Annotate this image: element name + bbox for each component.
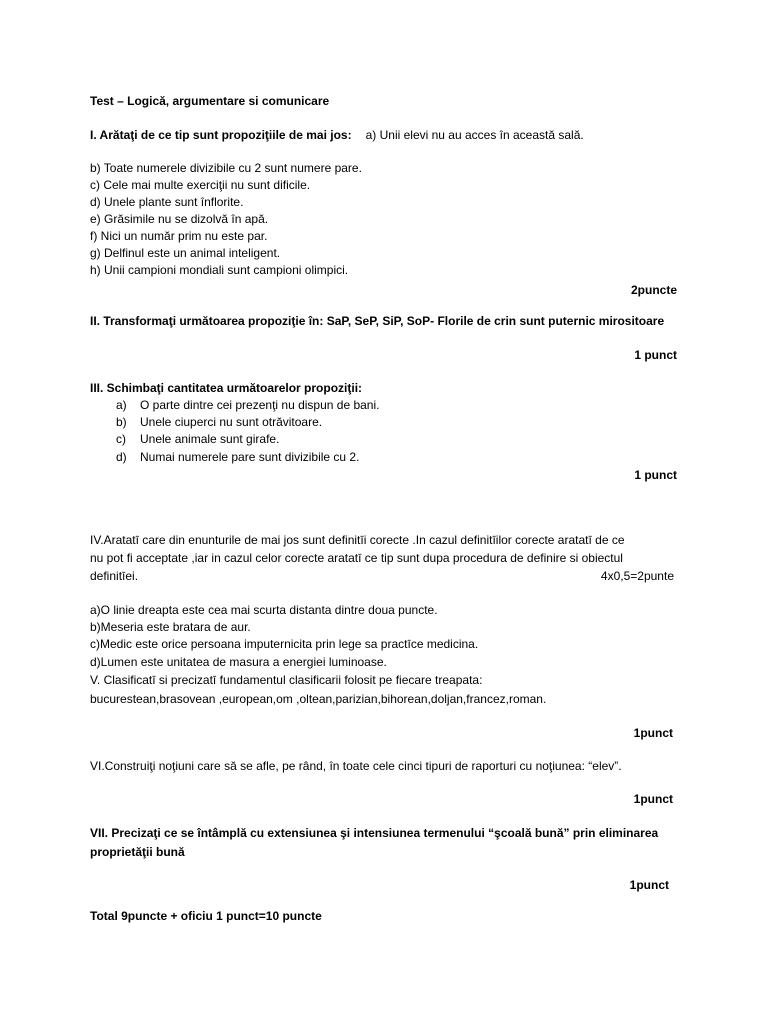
q3-item-label: c) xyxy=(116,432,126,446)
q3-item xyxy=(116,415,322,430)
q3-item xyxy=(116,398,379,413)
q1-item-d: d) Unele plante sunt înflorite. xyxy=(90,195,244,209)
q4-line-1: IV.Aratatī care din enunturile de mai jos sunt definitīi corecte .In cazul definitīilor corecte aratatī de ce xyxy=(90,533,625,547)
q7-line-1: VII. Precizaţi ce se întâmplă cu extensiunea şi intensiunea termenului “şcoală bună” prin eliminarea xyxy=(90,826,659,840)
q5-line-2: bucurestean,brasovean ,european,om ,oltean,parizian,bihorean,doljan,francez,roman. xyxy=(90,692,547,706)
q1-item-a: a) Unii elevi nu au acces în această sală. xyxy=(365,128,584,142)
q7-points: 1punct xyxy=(629,878,669,892)
q3-item xyxy=(116,450,359,465)
q4-item-d: d)Lumen este unitatea de masura a energiei luminoase. xyxy=(90,655,387,669)
q3-points: 1 punct xyxy=(634,468,677,482)
q1-item-b: b) Toate numerele divizibile cu 2 sunt numere pare. xyxy=(90,161,362,175)
q1-item-g: g) Delfinul este un animal inteligent. xyxy=(90,246,281,260)
q1-item-f: f) Nici un număr prim nu este par. xyxy=(90,229,268,243)
q1-item-h: h) Unii campioni mondiali sunt campioni olimpici. xyxy=(90,263,349,277)
total-score: Total 9puncte + oficiu 1 punct=10 puncte xyxy=(90,909,322,923)
q5-line-1: V. Clasificatī si precizatī fundamentul clasificarii folosit pe fiecare treapata: xyxy=(90,673,483,687)
q5-points: 1punct xyxy=(633,726,673,740)
page-title: Test – Logică, argumentare si comunicare xyxy=(90,94,330,108)
q6-text: VI.Construiţi noţiuni care să se afle, pe rând, în toate cele cinci tipuri de raporturi cu noţiunea: “elev”. xyxy=(90,759,622,773)
q4-line-3: definitīei. xyxy=(90,569,139,583)
q1-points: 2puncte xyxy=(630,283,677,297)
q3-item-text: Unele animale sunt girafe. xyxy=(140,432,280,446)
q3-item-label: a) xyxy=(116,398,127,412)
q4-item-a: a)O linie dreapta este cea mai scurta distanta dintre doua puncte. xyxy=(90,603,438,617)
q1-item-c: c) Cele mai multe exerciţii nu sunt dificile. xyxy=(90,178,311,192)
q3-item xyxy=(116,432,279,447)
q3-item-text: Numai numerele pare sunt divizibile cu 2. xyxy=(140,450,360,464)
q4-item-b: b)Meseria este bratara de aur. xyxy=(90,620,251,634)
q4-item-c: c)Medic este orice persoana imputernicita prin lege sa practīce medicina. xyxy=(90,637,479,651)
q1-item-e: e) Grăsimile nu se dizolvă în apă. xyxy=(90,212,269,226)
q3-item-text: O parte dintre cei prezenţi nu dispun de bani. xyxy=(140,398,380,412)
q3-item-label: b) xyxy=(116,415,127,429)
q2-points: 1 punct xyxy=(634,348,677,362)
q6-points: 1punct xyxy=(633,792,673,806)
q3-item-label: d) xyxy=(116,450,127,464)
q2-text: II. Transformaţi următoarea propoziţie în: SaP, SeP, SiP, SoP- Florile de crin sunt puternic mirositoare xyxy=(90,314,665,328)
q4-line-2: nu pot fi acceptate ,iar in cazul celor corecte aratatī ce tip sunt dupa procedura de definire si obiectul xyxy=(90,551,623,565)
q3-item-text: Unele ciuperci nu sunt otrăvitoare. xyxy=(140,415,323,429)
q1-heading-text: I. Arătaţi de ce tip sunt propoziţiile de mai jos: xyxy=(90,128,352,142)
q1-heading xyxy=(90,128,584,143)
q3-heading: III. Schimbaţi cantitatea următoarelor propoziţii: xyxy=(90,381,363,395)
q7-line-2: proprietăţii bună xyxy=(90,845,185,859)
q4-points: 4x0,5=2punte xyxy=(600,569,674,583)
